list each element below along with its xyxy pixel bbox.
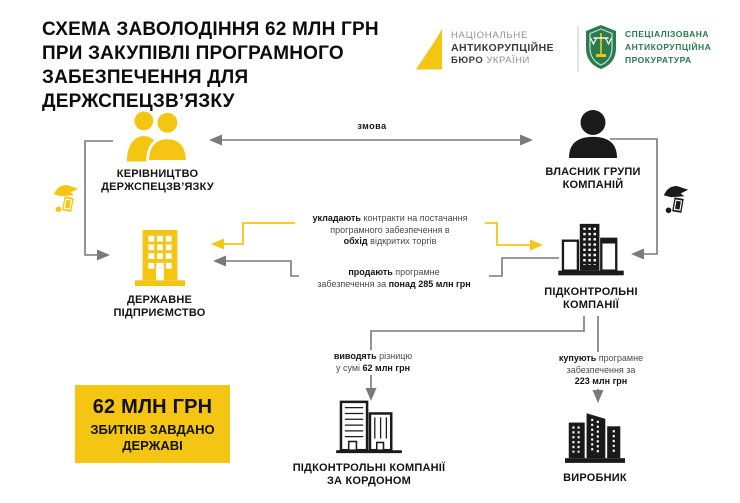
edge-label-buy: купують програмне забезпечення за 223 млн грн <box>543 352 659 389</box>
person-icon <box>565 110 621 158</box>
buildings-outline-icon <box>334 398 404 456</box>
money-hand-icon-right <box>662 183 690 217</box>
nabu-line1: НАЦІОНАЛЬНЕ <box>451 30 529 41</box>
damages-caption: ЗБИТКІВ ЗАВДАНО ДЕРЖАВІ <box>90 422 215 454</box>
nabu-line2: АНТИКОРУПЦІЙНЕ <box>451 42 554 55</box>
building-icon <box>129 228 191 288</box>
edge-label-withdraw: виводять різницю у сумі 62 млн грн <box>316 350 430 375</box>
node-owner <box>518 110 668 193</box>
node-offshore-companies <box>290 398 448 489</box>
node-leadership-label: КЕРІВНИЦТВО ДЕРЖСПЕЦЗВ’ЯЗКУ <box>101 168 214 194</box>
buildings-icon <box>565 411 625 466</box>
damages-box <box>75 385 230 463</box>
node-leadership <box>80 110 235 195</box>
buy-arrowhead <box>593 390 604 403</box>
damages-amount: 62 МЛН ГРН <box>92 396 213 418</box>
sap-line2: АНТИКОРУПЦІЙНА <box>625 41 712 52</box>
node-manufacturer-label: ВИРОБНИК <box>563 472 627 484</box>
node-state-enterprise-label: ДЕРЖАВНЕ ПІДПРИЄМСТВО <box>113 294 206 320</box>
node-owner-label: ВЛАСНИК ГРУПИ КОМПАНІЙ <box>545 166 641 192</box>
node-controlled-companies-label: ПІДКОНТРОЛЬНІ КОМПАНІЇ <box>544 286 638 312</box>
edge-label-contracts: укладають контракти на постачання програмного забезпечення в обхід відкритих торгів <box>295 212 485 249</box>
node-state-enterprise <box>82 228 237 321</box>
money-hand-icon-left <box>52 183 80 215</box>
page-title-line3: ЗАБЕЗПЕЧЕННЯ ДЛЯ ДЕРЖСПЕЦЗВ’ЯЗКУ <box>42 66 249 112</box>
node-offshore-companies-label: ПІДКОНТРОЛЬНІ КОМПАНІЇ ЗА КОРДОНОМ <box>292 462 446 488</box>
node-controlled-companies <box>516 222 666 313</box>
sap-line3: ПРОКУРАТУРА <box>625 54 692 65</box>
buildings-icon <box>558 222 624 280</box>
nabu-line3: БЮРО УКРАЇНИ <box>451 55 530 67</box>
two-people-icon <box>125 110 191 162</box>
page-title-line1: СХЕМА ЗАВОЛОДІННЯ 62 МЛН ГРН <box>42 19 379 40</box>
node-manufacturer <box>532 411 658 485</box>
page-title-line2: ПРИ ЗАКУПІВЛІ ПРОГРАМНОГО <box>42 42 344 64</box>
edge-label-sell: продають програмне забезпечення за понад 285 млн грн <box>299 266 489 291</box>
sap-line1: СПЕЦІАЛІЗОВАНА <box>625 29 710 39</box>
edge-label-conspiracy: змова <box>344 121 400 131</box>
